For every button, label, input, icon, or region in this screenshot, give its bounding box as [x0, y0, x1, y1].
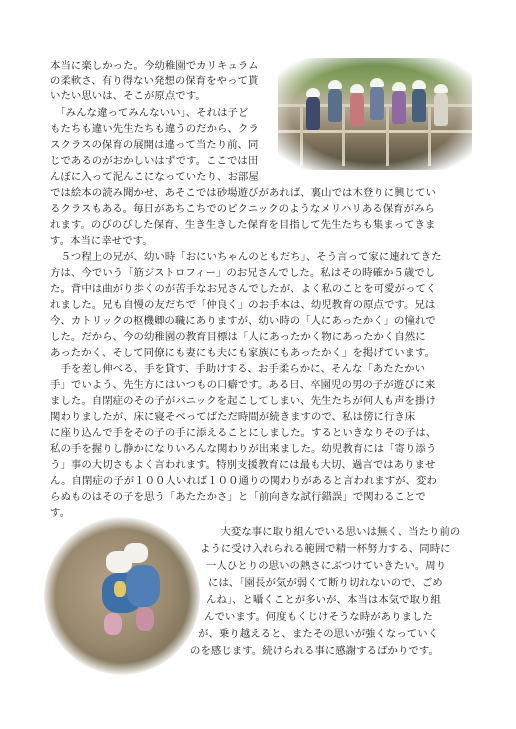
text-line: 「みんな違ってみんないい」、それは子ど [50, 107, 249, 119]
text-line: あったかく、そして同僚にも妻にも夫にも家族にもあったかく」を掲げています。 [50, 347, 436, 359]
text-line: 方は、今でいう「筋ジストロフィー」のお兄さんでした。私はその時確か５歳でし [50, 267, 436, 279]
text-line: ５つ程上の兄が、幼い時「おにいちゃんのともだち」、そう言って家に連れてきた [50, 251, 442, 263]
children-at-railing-photo [278, 58, 472, 170]
text-line: う」事の大切さもよく言われます。特別支援教育には最も大切、過言ではありませ [50, 459, 436, 471]
text-line: いたい思いは、そこが原点です。 [50, 90, 206, 102]
text-line: には、「園長が気が弱くて断り切れないので、ごめ [208, 577, 443, 589]
text-line: 大変な事に取り組んでいる思いは無く、当たり前の [210, 526, 461, 538]
text-line: 一人ひとりの思いの熱さにぶつけていきたい。周り [206, 560, 447, 572]
text-line: では絵本の読み聞かせ、あそこでは砂場遊びがあれば、裏山では木登りに興じてい [50, 187, 436, 199]
text-line: が、乗り越えると、またその思いが強くなっていく [198, 628, 439, 640]
text-line: 今、カトリックの枢機卿の職にありますが、幼い時の「人にあったかく」の憧れで [50, 315, 436, 327]
text-line: もたちも違い先生たちも違うのだから、クラ [50, 123, 259, 135]
text-line: した。だから、今の幼稚園の教育目標は「人にあったかく物にあったかく自然に [50, 331, 426, 343]
text-line: す。本当に幸せです。 [50, 235, 153, 247]
text-line: ました。自閉症のその子がパニックを起こしてしまい、先生たちが何人も声を掛け [50, 395, 436, 407]
text-line: 関わりましたが、床に寝そべってばただ時間が続きますので、私は傍に行き床 [50, 411, 416, 423]
text-line: れました。兄も自慢の友だちで「仲良く」のお手本は、幼児教育の原点です。兄は [50, 299, 436, 311]
text-line: た。背中は曲がり歩くのが苦手なお兄さんでしたが、よく私のことを可愛がってく [50, 283, 437, 295]
text-line: るクラスもある。毎日があちこちでのピクニックのようなメリハリある保育がみら [50, 203, 435, 215]
children-playing-photo [44, 517, 200, 675]
text-line: んぼに入って泥んこになっていたり、お部屋 [50, 171, 259, 183]
text-line: 手」でいよう、先生方にはいつもの口癖です。ある日、卒園児の男の子が遊びに来 [50, 379, 436, 391]
text-line: じであるのがおかしいはずです。ここでは田 [50, 155, 259, 167]
text-line: らぬものはその子を思う「あたたかさ」と「前向きな試行錯誤」で関わることで [50, 491, 426, 503]
text-line: 私の手を握りし静かになりいろんな関わりが出来ました。幼児教育には「寄り添う [50, 443, 437, 455]
text-line: の柔軟さ、有り得ない発想の保育をやって貰 [50, 75, 259, 87]
text-line: れます。のびのびした保育、生き生きした保育を目指して先生たちも集まってきま [50, 219, 436, 231]
text-line: スクラスの保育の展開は違って当たり前、同 [50, 139, 259, 151]
text-line: 手を差し伸べる、手を貸す、手助けする、お手柔らかに、そんな「あたたかい [50, 363, 426, 375]
text-line: んでいます。何度もくじけそうな時がありました [204, 611, 433, 623]
text-line: んね」、と囁くことが多いが、本当は本気で取り組 [206, 594, 441, 606]
text-line: のを感じます。続けられる事に感謝するばかりです。 [190, 645, 439, 657]
text-line: す。 [50, 507, 71, 519]
text-line: ように受け入れられる範囲で精一杯努力する、同時に [200, 543, 451, 555]
text-line: ん。自閉症の子が１００人いれば１００通りの関わりがあると言われますが、変わ [50, 475, 437, 487]
text-line: 本当に楽しかった。今幼稚園でカリキュラム [50, 60, 259, 72]
text-line: に座り込んで手をその子の手に添えることにしました。するといきなりその子は、 [50, 427, 437, 439]
